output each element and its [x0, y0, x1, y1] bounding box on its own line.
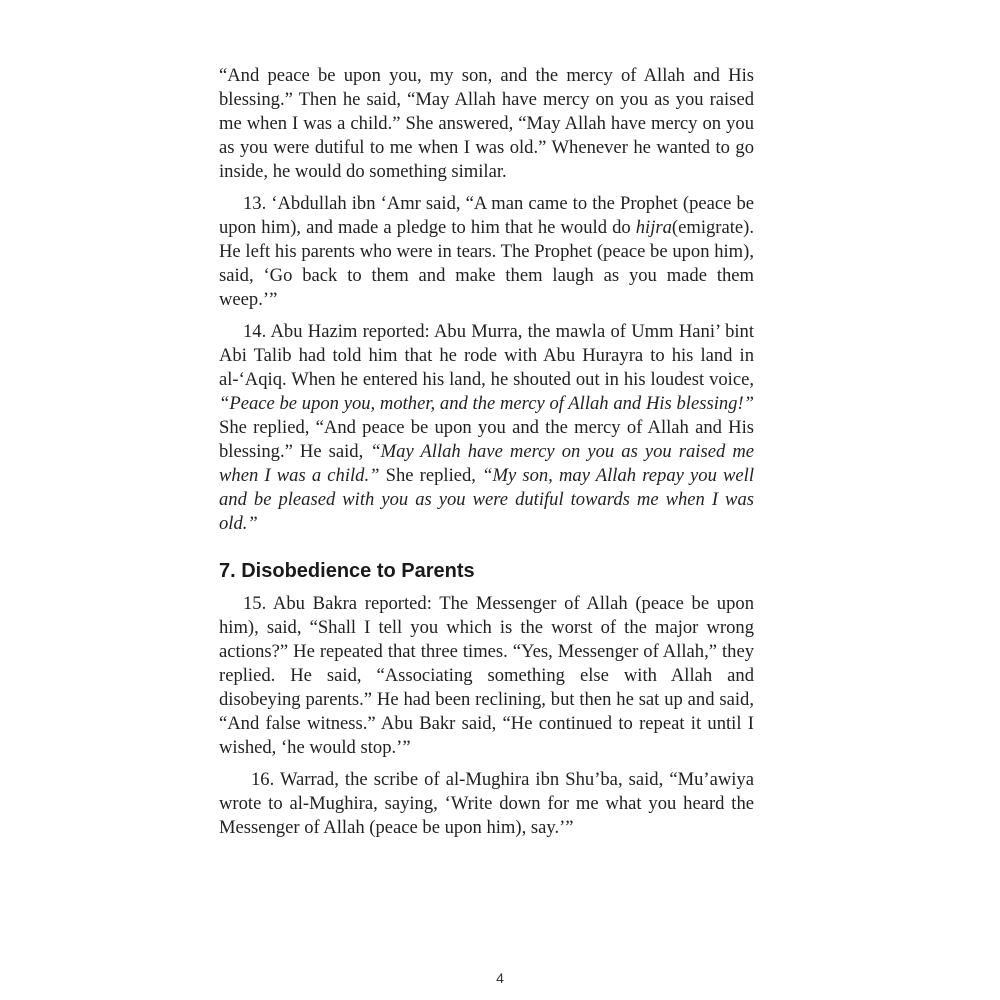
paragraph-15: 15. Abu Bakra reported: The Messenger of Allah (peace be upon him), said, “Shall I tell you which is the worst of the major wrong actions?” He repeated that three times. “Yes, Messenger of Allah,” they replied. He said, “Associating something else with Allah and disobeying parents.” He had been reclining, but then he sat up and said, “And false witness.” Abu Bakr said, “He continued to repeat it until I wished, ‘he would stop.’”: [219, 593, 754, 758]
paragraph-14-text-a: 14. Abu Hazim reported: Abu Murra, the mawla of Umm Hani’ bint Abi Talib had told him that he rode with Abu Hurayra to his land in al-‘Aqiq. When he entered his land, he shouted out in his loudest voice,: [219, 321, 754, 390]
paragraph-continued: “And peace be upon you, my son, and the mercy of Allah and His blessing.” Then he said, “May Allah have mercy on you as you raised me when I was a child.” She answered, “May Allah have mercy on you as you were dutiful to me when I was old.” Whenever he wanted to go inside, he would do something similar.: [219, 65, 754, 182]
paragraph-14-text-b: She replied, “And peace be upon you and the mercy of Allah and His blessing.” He said,: [219, 417, 754, 462]
paragraph-14-quote-1: “Peace be upon you, mother, and the mercy of Allah and His blessing!”: [219, 393, 754, 414]
page-number: 4: [496, 970, 504, 986]
paragraph-13: [219, 192, 754, 312]
section-heading: 7. Disobedience to Parents: [219, 560, 475, 582]
paragraph-14-text-c: She replied,: [379, 465, 483, 486]
page-body: [219, 64, 754, 848]
paragraph-16: 16. Warrad, the scribe of al-Mughira ibn Shu’ba, said, “Mu’awiya wrote to al-Mughira, saying, ‘Write down for me what you heard the Messenger of Allah (peace be upon him), say.’”: [219, 769, 754, 838]
paragraph-14-quote-3: “My son, may Allah repay you well and be pleased with you as you were dutiful towards me when I was old.”: [219, 465, 755, 534]
paragraph-14: [219, 320, 754, 536]
paragraph-13-hijra: hijra: [635, 217, 672, 238]
paragraph-14-quote-2: “May Allah have mercy on you as you raised me when I was a child.”: [219, 441, 754, 486]
paragraph-13-text-a: 13. ‘Abdullah ibn ‘Amr said, “A man came to the Prophet (peace be upon him), and made a pledge to him that he would do: [219, 193, 754, 238]
paragraph-13-text-b: (emigrate). He left his parents who were in tears. The Prophet (peace be upon him), said, ‘Go back to them and make them laugh as you made them weep.’”: [219, 217, 754, 310]
